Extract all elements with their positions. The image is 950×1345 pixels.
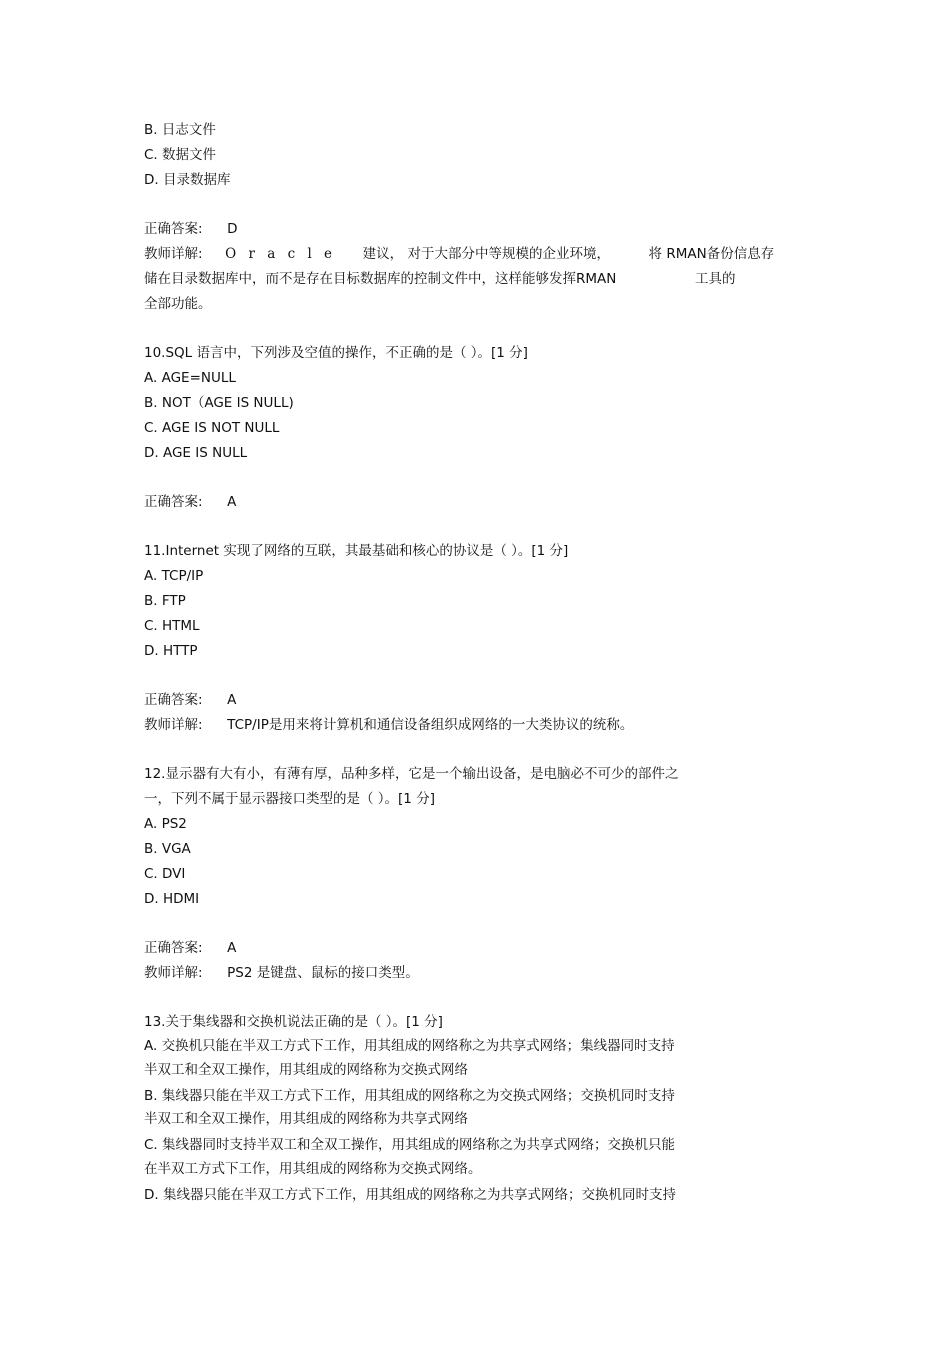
q13-option-b-line-1: B. 集线器只能在半双工方式下工作，用其组成的网络称之为交换式网络；交换机同时支持 xyxy=(144,1087,675,1104)
detail-text: 工具的 xyxy=(694,271,736,287)
q12-answer xyxy=(144,936,809,961)
answer-label: 正确答案: xyxy=(144,494,203,510)
q11-option-b: B. FTP xyxy=(144,593,186,609)
q11-title: 11.Internet 实现了网络的互联，其最基础和核心的协议是（ ）。[1 分] xyxy=(144,543,569,559)
q10-option-c: C. AGE IS NOT NULL xyxy=(144,420,280,436)
q11-option-d: D. HTTP xyxy=(144,643,198,659)
q13-option-c-line-2: 在半双工方式下工作，用其组成的网络称为交换式网络。 xyxy=(144,1160,482,1177)
q10-answer xyxy=(144,490,809,515)
q11-option-a: A. TCP/IP xyxy=(144,568,204,584)
q9-answer xyxy=(144,217,809,242)
q12-detail xyxy=(144,961,809,986)
q13-title: 13.关于集线器和交换机说法正确的是（ ）。[1 分] xyxy=(144,1014,443,1030)
detail-label: 教师详解: xyxy=(144,246,203,262)
detail-text: PS2 是键盘、鼠标的接口类型。 xyxy=(227,965,419,981)
answer-label: 正确答案: xyxy=(144,692,203,708)
detail-text: 储在目录数据库中，而不是存在目标数据库的控制文件中，这样能够发挥RMAN xyxy=(144,271,617,287)
answer-value: A xyxy=(227,940,237,956)
q9-options xyxy=(144,118,809,193)
q10-option-a: A. AGE=NULL xyxy=(144,370,236,386)
detail-text: TCP/IP是用来将计算机和通信设备组织成网络的一大类协议的统称。 xyxy=(227,717,634,733)
detail-label: 教师详解: xyxy=(144,965,203,981)
q13-option-d-line-1: D. 集线器只能在半双工方式下工作，用其组成的网络称之为共享式网络；交换机同时支持 xyxy=(144,1186,676,1203)
q11-answer xyxy=(144,688,809,713)
detail-label: 教师详解: xyxy=(144,717,203,733)
q12-title-line-2: 一，下列不属于显示器接口类型的是（ ）。[1 分] xyxy=(144,791,435,807)
q9-option-b: B. 日志文件 xyxy=(144,122,216,138)
q10-option-b: B. NOT（AGE IS NULL) xyxy=(144,395,294,411)
q13-option-c-line-1: C. 集线器同时支持半双工和全双工操作，用其组成的网络称之为共享式网络；交换机只能 xyxy=(144,1137,676,1153)
q12-option-d: D. HDMI xyxy=(144,891,200,907)
answer-value: D xyxy=(227,221,238,237)
q12-option-b: B. VGA xyxy=(144,841,191,857)
detail-text: O r a c l e xyxy=(225,246,337,262)
answer-value: A xyxy=(227,692,237,708)
detail-text: 将 RMAN备份信息存 xyxy=(648,246,775,262)
document-page xyxy=(144,118,809,1207)
q9-detail-line-3: 全部功能。 xyxy=(144,296,212,312)
detail-text: 建议， 对于大部分中等规模的企业环境， xyxy=(362,246,610,262)
q13-option-b-line-2: 半双工和全双工操作，用其组成的网络称为共享式网络 xyxy=(144,1111,468,1127)
answer-value: A xyxy=(227,494,237,510)
q11-option-c: C. HTML xyxy=(144,618,200,634)
q9-detail-line-2 xyxy=(144,267,809,292)
answer-label: 正确答案: xyxy=(144,221,203,237)
q11-detail xyxy=(144,713,809,738)
q9-option-d: D. 目录数据库 xyxy=(144,172,231,188)
q10-option-d: D. AGE IS NULL xyxy=(144,445,248,461)
q12-option-a: A. PS2 xyxy=(144,816,187,832)
answer-label: 正确答案: xyxy=(144,940,203,956)
q12-title-line-1: 12.显示器有大有小，有薄有厚，品种多样，它是一个输出设备，是电脑必不可少的部件之 xyxy=(144,766,679,782)
q13-option-a-line-2: 半双工和全双工操作，用其组成的网络称为交换式网络 xyxy=(144,1061,468,1078)
q12-option-c: C. DVI xyxy=(144,866,186,882)
q9-detail-line-1 xyxy=(144,242,809,267)
q9-option-c: C. 数据文件 xyxy=(144,147,217,163)
q10-title: 10.SQL 语言中，下列涉及空值的操作，不正确的是（ ）。[1 分] xyxy=(144,345,528,361)
q13-option-a-line-1: A. 交换机只能在半双工方式下工作，用其组成的网络称之为共享式网络；集线器同时支持 xyxy=(144,1038,675,1054)
